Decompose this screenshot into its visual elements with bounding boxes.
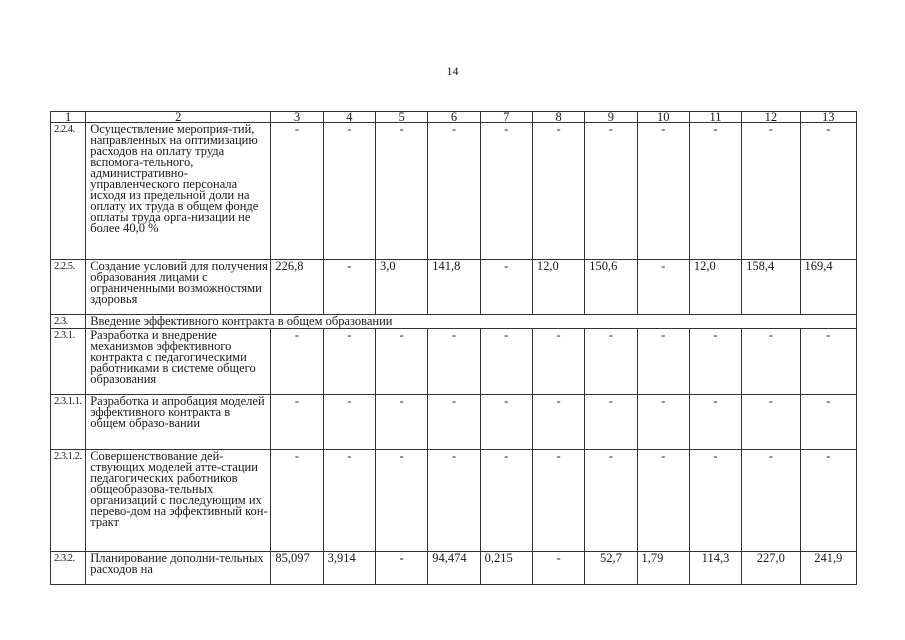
row-value: - (637, 123, 689, 260)
header-cell: 13 (800, 112, 856, 123)
header-cell: 10 (637, 112, 689, 123)
row-value: - (637, 329, 689, 395)
header-cell: 7 (480, 112, 532, 123)
row-code: 2.3.1.1. (51, 395, 86, 450)
row-value: - (800, 123, 856, 260)
row-value: 226,8 (271, 260, 323, 315)
row-value: - (800, 450, 856, 552)
row-value: 94,474 (428, 552, 480, 585)
table-row (51, 450, 857, 552)
row-value: - (637, 450, 689, 552)
row-value: 150,6 (585, 260, 637, 315)
table-row (51, 329, 857, 395)
row-value: 3,0 (375, 260, 427, 315)
row-value: - (689, 123, 741, 260)
row-value: - (800, 395, 856, 450)
row-value: 158,4 (742, 260, 800, 315)
row-name: Разработка и апробация моделей эффективного контракта в общем образо-вании (86, 395, 271, 450)
row-value: - (323, 260, 375, 315)
row-value: - (689, 450, 741, 552)
row-value: 141,8 (428, 260, 480, 315)
section-code: 2.3. (51, 315, 86, 329)
row-value: - (742, 123, 800, 260)
row-value: - (585, 123, 637, 260)
row-value: - (375, 552, 427, 585)
row-value: - (428, 123, 480, 260)
row-value: - (480, 395, 532, 450)
table-header-row (51, 112, 857, 123)
row-value: - (271, 450, 323, 552)
row-name: Осуществление мероприя-тий, направленных на оптимизацию расходов на оплату труда вспомога-тельного, административно-управленческого персонала исходя из предельной доли на оплату их труда в общем фонде оплаты труда орга-низации не более 40,0 % (86, 123, 271, 260)
row-value: - (532, 329, 584, 395)
row-value: - (742, 450, 800, 552)
row-value: 241,9 (800, 552, 856, 585)
header-cell: 9 (585, 112, 637, 123)
table-row (51, 395, 857, 450)
row-value: 3,914 (323, 552, 375, 585)
section-title: Введение эффективного контракта в общем образовании (86, 315, 857, 329)
row-value: - (480, 260, 532, 315)
row-value: 114,3 (689, 552, 741, 585)
row-code: 2.3.1.2. (51, 450, 86, 552)
row-value: 1,79 (637, 552, 689, 585)
table-row (51, 260, 857, 315)
row-value: - (742, 395, 800, 450)
row-value: 12,0 (689, 260, 741, 315)
section-row (51, 315, 857, 329)
row-value: - (480, 329, 532, 395)
row-code: 2.2.5. (51, 260, 86, 315)
row-value: - (637, 395, 689, 450)
row-value: - (742, 329, 800, 395)
row-value: - (637, 260, 689, 315)
row-value: - (323, 395, 375, 450)
row-value: - (585, 395, 637, 450)
row-value: - (480, 123, 532, 260)
header-cell: 11 (689, 112, 741, 123)
row-value: - (323, 123, 375, 260)
row-value: - (532, 450, 584, 552)
row-value: - (689, 329, 741, 395)
row-value: - (532, 395, 584, 450)
row-value: - (375, 395, 427, 450)
row-value: - (800, 329, 856, 395)
row-value: 12,0 (532, 260, 584, 315)
row-value: - (428, 450, 480, 552)
row-value: - (323, 450, 375, 552)
row-value: - (480, 450, 532, 552)
row-value: 52,7 (585, 552, 637, 585)
row-value: - (428, 329, 480, 395)
header-cell: 5 (375, 112, 427, 123)
header-cell: 4 (323, 112, 375, 123)
row-code: 2.3.1. (51, 329, 86, 395)
row-value: - (375, 329, 427, 395)
header-cell: 2 (86, 112, 271, 123)
row-value: - (375, 123, 427, 260)
row-value: 0,215 (480, 552, 532, 585)
page-number: 14 (446, 64, 459, 78)
header-cell: 6 (428, 112, 480, 123)
header-cell: 12 (742, 112, 800, 123)
row-value: - (323, 329, 375, 395)
row-value: - (532, 123, 584, 260)
budget-table (50, 111, 857, 585)
row-value: - (375, 450, 427, 552)
row-value: 227,0 (742, 552, 800, 585)
row-code: 2.2.4. (51, 123, 86, 260)
table-row (51, 552, 857, 585)
row-value: - (271, 123, 323, 260)
table-row (51, 123, 857, 260)
row-name: Совершенствование дей-ствующих моделей атте-стации педагогических работников общеобразова-тельных организаций с последующим их перево-дом на эффективный кон-тракт (86, 450, 271, 552)
row-name: Разработка и внедрение механизмов эффективного контракта с педагогическими работниками в системе общего образования (86, 329, 271, 395)
row-value: 85,097 (271, 552, 323, 585)
header-cell: 8 (532, 112, 584, 123)
row-value: - (585, 450, 637, 552)
row-name: Создание условий для получения образования лицами с ограниченными возможностями здоровья (86, 260, 271, 315)
row-value: - (271, 395, 323, 450)
row-value: - (428, 395, 480, 450)
row-code: 2.3.2. (51, 552, 86, 585)
row-value: 169,4 (800, 260, 856, 315)
row-value: - (689, 395, 741, 450)
row-value: - (271, 329, 323, 395)
row-value: - (532, 552, 584, 585)
header-cell: 3 (271, 112, 323, 123)
row-value: - (585, 329, 637, 395)
header-cell: 1 (51, 112, 86, 123)
row-name: Планирование дополни-тельных расходов на (86, 552, 271, 585)
